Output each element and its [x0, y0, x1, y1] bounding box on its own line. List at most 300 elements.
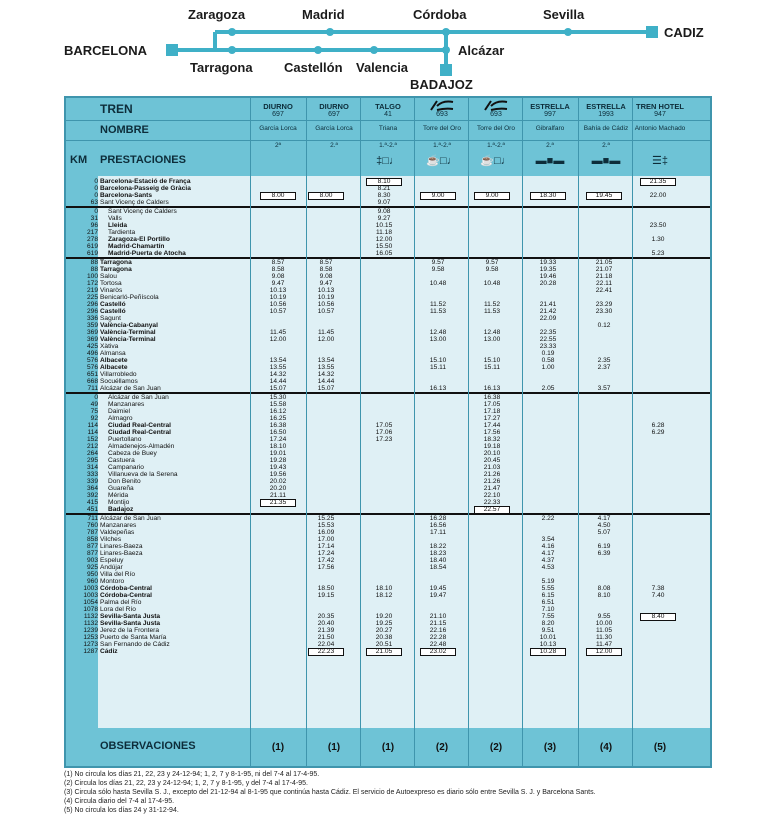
station-name: Alcázar de San Juan	[108, 394, 169, 401]
column-divider	[250, 98, 251, 766]
km-value: 152	[86, 436, 98, 443]
departure-time: 4.17	[597, 515, 611, 522]
km-value: 415	[86, 499, 98, 506]
station-name: Ciudad Real-Central	[108, 422, 172, 429]
departure-time: 18.32	[483, 436, 501, 443]
train-name: García Lorca	[259, 125, 297, 132]
km-value: 496	[86, 350, 98, 357]
table-row	[66, 620, 710, 627]
departure-time: 12.48	[483, 329, 501, 336]
table-row	[66, 443, 710, 450]
departure-time: 9.57	[431, 259, 445, 266]
departure-time: 20.27	[375, 627, 393, 634]
km-value: 0	[94, 208, 98, 215]
departure-time: 11.45	[317, 329, 334, 336]
departure-time: 9.55	[597, 613, 611, 620]
nombre-label: NOMBRE	[100, 124, 149, 136]
departure-time: 21.15	[429, 620, 447, 627]
services-icon: ☕□♩	[426, 155, 458, 167]
departure-time: 9.00	[420, 192, 456, 200]
departure-time: 6.15	[541, 592, 555, 599]
departure-time: 17.05	[483, 401, 501, 408]
station-name: Montoro	[100, 578, 125, 585]
column-divider	[468, 98, 469, 766]
departure-time: 4.53	[541, 564, 555, 571]
station-name: Socuéllamos	[100, 378, 138, 385]
departure-time: 6.19	[597, 543, 611, 550]
km-value: 1003	[83, 585, 98, 592]
departure-time: 17.06	[375, 429, 393, 436]
station-name: Sagunt	[100, 315, 121, 322]
km-value: 1253	[83, 634, 98, 641]
km-value: 369	[86, 329, 98, 336]
km-value: 92	[90, 415, 98, 422]
departure-time: 16.09	[317, 529, 335, 536]
services-icon: ▬■▬	[535, 155, 565, 167]
departure-time: 5.55	[541, 585, 555, 592]
table-row	[66, 436, 710, 443]
station-name: Sant Vicenç de Calders	[100, 199, 169, 206]
departure-time: 8.30	[377, 192, 391, 199]
km-value: 75	[90, 408, 98, 415]
departure-time: 22.35	[539, 329, 557, 336]
departure-time: 22.33	[483, 499, 501, 506]
station-name: Palma del Río	[100, 599, 142, 606]
station-name: Madrid-Chamartín	[108, 243, 165, 250]
departure-time: 10.13	[539, 641, 557, 648]
departure-time: 16.28	[429, 515, 447, 522]
departure-time: 18.22	[429, 543, 447, 550]
km-value: 787	[86, 529, 98, 536]
station-name: Cádiz	[100, 648, 118, 655]
departure-time: 2.37	[597, 364, 611, 371]
table-row	[66, 199, 710, 206]
station-name: Puertollano	[108, 436, 142, 443]
km-value: 212	[86, 443, 98, 450]
departure-time: 10.19	[317, 294, 335, 301]
departure-time: 22.48	[429, 641, 447, 648]
km-value: 858	[86, 536, 98, 543]
departure-time: 10.57	[317, 308, 335, 315]
train-type: DIURNO	[263, 102, 293, 111]
train-type: ESTRELLA	[586, 102, 626, 111]
station-name: Almagro	[108, 415, 133, 422]
km-value: 278	[86, 236, 98, 243]
departure-time: 11.52	[429, 301, 446, 308]
departure-time: 11.52	[483, 301, 500, 308]
departure-time: 16.38	[269, 422, 287, 429]
station-name: Valls	[108, 215, 122, 222]
km-value: 576	[86, 364, 98, 371]
departure-time: 22.16	[429, 627, 447, 634]
departure-time: 21.42	[539, 308, 557, 315]
km-value: 96	[90, 222, 98, 229]
km-value: 114	[87, 422, 98, 429]
station-name: València-Terminal	[100, 336, 156, 343]
departure-time: 19.56	[269, 471, 287, 478]
departure-time: 9.51	[541, 627, 555, 634]
departure-time: 9.07	[377, 199, 391, 206]
train-class: 2.ª	[602, 142, 610, 149]
departure-time: 23.33	[539, 343, 557, 350]
city-alcazar: Alcázar	[458, 43, 505, 58]
km-value: 668	[86, 378, 98, 385]
departure-time: 22.57	[474, 506, 510, 514]
train-number: 693	[436, 111, 448, 118]
observacion-value: (1)	[327, 742, 341, 753]
departure-time: 15.11	[429, 364, 446, 371]
stop-badajoz	[440, 64, 452, 76]
departure-time: 9.58	[485, 266, 499, 273]
station-name: Córdoba-Central	[100, 585, 153, 592]
train-name: Torre del Oro	[423, 125, 461, 132]
departure-time: 17.56	[483, 429, 501, 436]
train-class: 1.ª-2.ª	[487, 142, 505, 149]
departure-time: 19.45	[586, 192, 622, 200]
km-value: 336	[86, 315, 98, 322]
city-cadiz: CADIZ	[664, 25, 704, 40]
departure-time: 6.29	[651, 429, 665, 436]
station-name: Cabeza de Buey	[108, 450, 157, 457]
station-name: Daimiel	[108, 408, 130, 415]
km-value: 0	[94, 192, 98, 199]
departure-time: 14.44	[269, 378, 287, 385]
table-row	[66, 599, 710, 606]
station-name: Badajoz	[108, 506, 134, 513]
table-row	[66, 280, 710, 287]
table-row	[66, 336, 710, 343]
departure-time: 18.50	[317, 585, 335, 592]
departure-time: 21.47	[483, 485, 501, 492]
table-row	[66, 401, 710, 408]
departure-time: 11.45	[269, 329, 286, 336]
table-row	[66, 492, 710, 499]
departure-time: 10.13	[317, 287, 335, 294]
train-class: 1.ª-2.ª	[433, 142, 451, 149]
city-valencia: Valencia	[356, 60, 409, 75]
departure-time: 14.44	[317, 378, 335, 385]
stop-barcelona	[166, 44, 178, 56]
departure-time: 19.25	[375, 620, 393, 627]
table-row	[66, 266, 710, 273]
station-name: València-Cabanyal	[100, 322, 158, 329]
train-class: 2.ª	[330, 142, 338, 149]
services-icon: ☕□♩	[480, 155, 512, 167]
km-value: 114	[87, 429, 98, 436]
table-row	[66, 287, 710, 294]
departure-time: 3.57	[597, 385, 611, 392]
departure-time: 21.05	[595, 259, 613, 266]
table-row	[66, 315, 710, 322]
station-name: Barcelona-Estació de França	[100, 178, 191, 185]
departure-time: 10.57	[269, 308, 287, 315]
departure-time: 13.54	[269, 357, 287, 364]
departure-time: 14.32	[269, 371, 287, 378]
timetable-body	[66, 176, 710, 728]
departure-time: 17.44	[483, 422, 501, 429]
train-class: 2ª	[274, 142, 282, 149]
observacion-value: (4)	[599, 742, 613, 753]
departure-time: 16.05	[375, 250, 393, 257]
departure-time: 8.57	[271, 259, 285, 266]
departure-time: 7.40	[651, 592, 665, 599]
departure-time: 8.40	[640, 613, 676, 621]
train-number: 997	[544, 111, 556, 118]
departure-time: 21.03	[483, 464, 501, 471]
station-name: Tortosa	[100, 280, 122, 287]
table-row	[66, 578, 710, 585]
table-row	[66, 634, 710, 641]
train-class: 2.ª	[546, 142, 554, 149]
station-name: Villa del Río	[100, 571, 136, 578]
departure-time: 2.05	[541, 385, 555, 392]
station-name: Jerez de la Frontera	[100, 627, 160, 634]
km-value: 1078	[83, 606, 98, 613]
station-name: Villanueva de la Serena	[108, 471, 178, 478]
departure-time: 17.00	[317, 536, 335, 543]
observacion-value: (3)	[543, 742, 557, 753]
departure-time: 9.08	[271, 273, 285, 280]
departure-time: 10.56	[269, 301, 287, 308]
station-name: Valdepeñas	[100, 529, 135, 536]
departure-time: 19.45	[429, 585, 447, 592]
km-value: 1003	[83, 592, 98, 599]
table-row	[66, 343, 710, 350]
departure-time: 9.58	[431, 266, 445, 273]
departure-time: 19.35	[539, 266, 557, 273]
departure-time: 17.42	[317, 557, 335, 564]
train-number: 693	[490, 111, 502, 118]
departure-time: 15.07	[317, 385, 335, 392]
column-divider	[414, 98, 415, 766]
departure-time: 17.05	[375, 422, 393, 429]
km-value: 925	[86, 564, 98, 571]
station-name: Almadenejos-Almadén	[108, 443, 175, 450]
departure-time: 8.57	[319, 259, 333, 266]
station-name: Zaragoza-El Portillo	[108, 236, 170, 243]
train-name: Antonio Machado	[634, 125, 686, 132]
departure-time: 4.50	[597, 522, 611, 529]
departure-time: 7.38	[651, 585, 665, 592]
services-icon: ▬■▬	[591, 155, 621, 167]
km-value: 314	[86, 464, 98, 471]
table-row	[66, 208, 710, 215]
station-name: Guareña	[108, 485, 134, 492]
footnote: (5) No circula los días 24 y 31-12-94.	[64, 807, 179, 814]
km-value: 100	[86, 273, 98, 280]
km-value: 63	[90, 199, 98, 206]
station-name: Vilches	[100, 536, 122, 543]
departure-time: 10.00	[595, 620, 613, 627]
departure-time: 4.17	[541, 550, 555, 557]
departure-time: 14.32	[317, 371, 335, 378]
table-row	[66, 464, 710, 471]
departure-time: 9.47	[319, 280, 333, 287]
prestaciones-label: PRESTACIONES	[100, 154, 186, 166]
departure-time: 12.48	[429, 329, 447, 336]
table-row	[66, 571, 710, 578]
km-value: 877	[86, 543, 98, 550]
km-value: 425	[86, 343, 98, 350]
table-row	[66, 192, 710, 199]
station-name: Villarrobledo	[100, 371, 137, 378]
departure-time: 21.05	[366, 648, 402, 656]
departure-time: 1.30	[651, 236, 665, 243]
table-row	[66, 478, 710, 485]
station-name: Espeluy	[100, 557, 124, 564]
observacion-value: (2)	[489, 742, 503, 753]
footnote: (1) No circula los días 21, 22, 23 y 24-12-94; 1, 2, 7 y 8-1-95, ni del 7-4 al 17-4-95.	[64, 771, 320, 778]
departure-time: 18.54	[429, 564, 447, 571]
stop-alcazar	[442, 46, 450, 54]
table-row	[66, 273, 710, 280]
departure-time: 4.37	[541, 557, 555, 564]
observacion-value: (1)	[381, 742, 395, 753]
km-value: 1132	[83, 613, 98, 620]
station-name: Ciudad Real-Central	[108, 429, 172, 436]
km-value: 576	[86, 357, 98, 364]
table-row	[66, 627, 710, 634]
train-number: 1993	[598, 111, 614, 118]
table-row	[66, 564, 710, 571]
table-row	[66, 529, 710, 536]
departure-time: 17.11	[429, 529, 446, 536]
km-value: 333	[86, 471, 98, 478]
table-row	[66, 415, 710, 422]
table-row	[66, 557, 710, 564]
observacion-value: (1)	[271, 742, 285, 753]
departure-time: 22.55	[539, 336, 557, 343]
footnote: (4) Circula diario del 7-4 al 17-4-95.	[64, 798, 175, 805]
train-number: 947	[654, 111, 666, 118]
departure-time: 17.24	[317, 550, 335, 557]
departure-time: 5.19	[541, 578, 555, 585]
departure-time: 21.07	[595, 266, 613, 273]
station-name: Montijo	[108, 499, 130, 506]
km-value: 219	[86, 287, 98, 294]
km-value: 296	[86, 301, 98, 308]
departure-time: 16.13	[429, 385, 447, 392]
km-value: 1054	[83, 599, 98, 606]
city-cordoba: Córdoba	[413, 7, 467, 22]
stop-castellon	[314, 46, 322, 54]
table-row	[66, 350, 710, 357]
departure-time: 9.27	[377, 215, 391, 222]
departure-time: 3.54	[541, 536, 555, 543]
route-map	[0, 0, 762, 92]
table-row	[66, 506, 710, 513]
km-value: 451	[86, 506, 98, 513]
column-divider	[522, 98, 523, 766]
table-row	[66, 450, 710, 457]
train-name: García Lorca	[315, 125, 353, 132]
table-row	[66, 522, 710, 529]
table-row	[66, 243, 710, 250]
table-row	[66, 408, 710, 415]
table-row	[66, 550, 710, 557]
station-name: Lleida	[108, 222, 128, 229]
departure-time: 22.11	[595, 280, 612, 287]
km-value: 950	[86, 571, 98, 578]
observaciones-row	[66, 728, 710, 766]
km-value: 295	[86, 457, 98, 464]
observacion-value: (5)	[653, 742, 667, 753]
station-name: Puerto de Santa María	[100, 634, 167, 641]
station-name: Barcelona-Passeig de Gràcia	[100, 185, 191, 192]
km-value: 339	[86, 478, 98, 485]
station-name: Linares-Baeza	[100, 550, 143, 557]
departure-time: 19.47	[429, 592, 447, 599]
station-name: San Fernando de Cádiz	[100, 641, 170, 648]
table-row	[66, 457, 710, 464]
departure-time: 15.50	[375, 243, 393, 250]
table-row	[66, 485, 710, 492]
departure-time: 9.00	[474, 192, 510, 200]
station-name: Alcázar de San Juan	[100, 515, 161, 522]
departure-time: 21.39	[317, 627, 335, 634]
departure-time: 9.08	[377, 208, 391, 215]
km-value: 1273	[83, 641, 98, 648]
station-name: Madrid-Puerta de Atocha	[108, 250, 186, 257]
departure-time: 4.16	[541, 543, 555, 550]
departure-time: 12.00	[375, 236, 393, 243]
departure-time: 9.08	[319, 273, 333, 280]
station-name: Córdoba-Central	[100, 592, 153, 599]
table-row	[66, 364, 710, 371]
departure-time: 18.12	[375, 592, 393, 599]
table-row	[66, 648, 710, 655]
departure-time: 19.46	[539, 273, 557, 280]
table-row	[66, 294, 710, 301]
departure-time: 0.58	[541, 357, 555, 364]
station-name: Salou	[100, 273, 117, 280]
departure-time: 16.56	[429, 522, 447, 529]
departure-time: 5.07	[597, 529, 611, 536]
departure-time: 6.28	[651, 422, 665, 429]
departure-time: 22.00	[649, 192, 667, 199]
station-name: Albacete	[100, 357, 128, 364]
departure-time: 11.53	[429, 308, 446, 315]
departure-time: 7.55	[541, 613, 555, 620]
departure-time: 6.39	[597, 550, 611, 557]
departure-time: 16.50	[269, 429, 287, 436]
departure-time: 15.30	[269, 394, 287, 401]
km-value: 711	[87, 385, 98, 392]
departure-time: 13.55	[317, 364, 335, 371]
departure-time: 10.01	[539, 634, 557, 641]
table-row	[66, 178, 710, 185]
header-divider	[66, 140, 710, 141]
departure-time: 8.58	[319, 266, 333, 273]
departure-time: 8.58	[271, 266, 285, 273]
train-number: 41	[384, 111, 392, 118]
city-barcelona: BARCELONA	[64, 43, 148, 58]
km-value: 369	[86, 336, 98, 343]
departure-time: 8.00	[260, 192, 296, 200]
stop-cordoba	[442, 28, 450, 36]
city-castellon: Castellón	[284, 60, 343, 75]
departure-time: 19.20	[375, 613, 393, 620]
departure-time: 17.14	[317, 543, 335, 550]
departure-time: 20.35	[317, 613, 335, 620]
column-divider	[578, 98, 579, 766]
departure-time: 21.10	[429, 613, 447, 620]
station-name: Linares-Baeza	[100, 543, 143, 550]
departure-time: 21.11	[269, 492, 286, 499]
departure-time: 18.40	[429, 557, 447, 564]
km-label: KM	[70, 154, 88, 166]
table-row	[66, 259, 710, 266]
